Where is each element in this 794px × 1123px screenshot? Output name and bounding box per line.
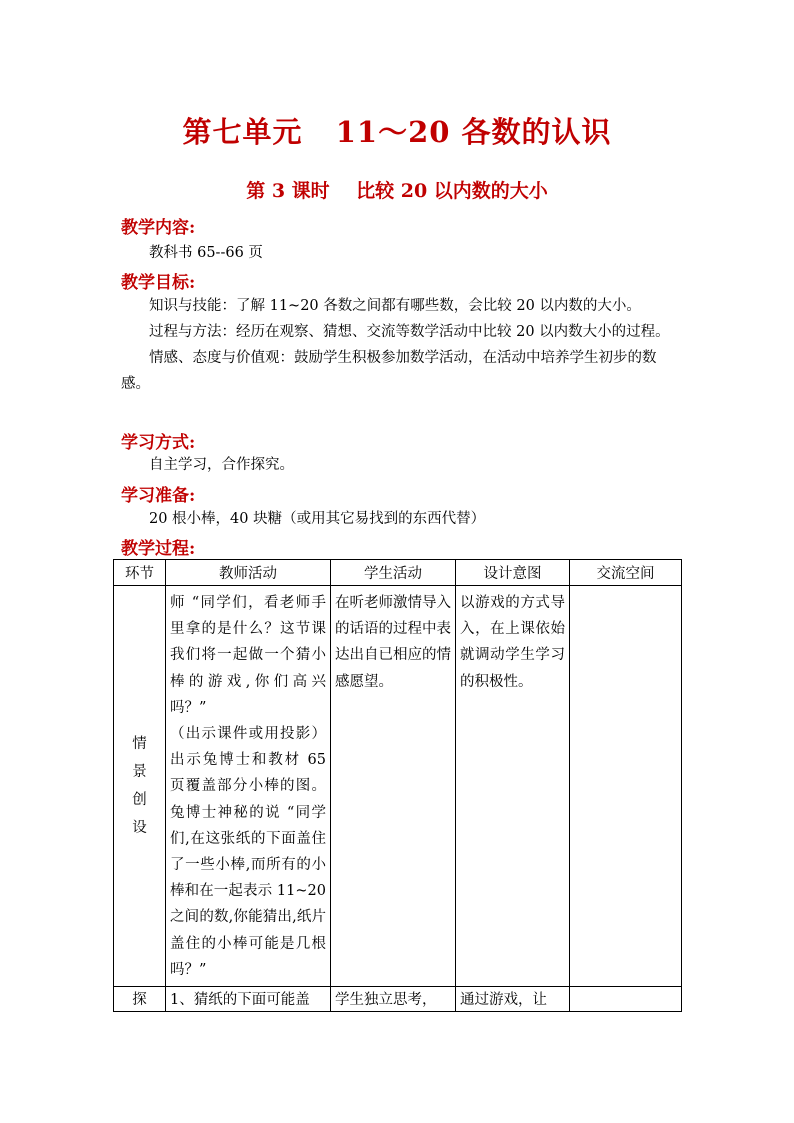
- student-activity: 在听老师激情导入的话语的过程中表达出自已相应的情感愿望。: [335, 595, 451, 690]
- content-text: 教科书 65--66 页: [149, 245, 263, 261]
- goals-list: [121, 293, 677, 397]
- prep-text-block: [121, 506, 677, 532]
- stage-cell: [114, 987, 166, 1012]
- student-cell: [331, 987, 456, 1012]
- stage-label: 情景创设: [132, 736, 147, 836]
- method-heading: 学习方式:: [121, 433, 196, 453]
- header-teacher: 教师活动: [166, 560, 331, 586]
- method-text-block: [121, 452, 677, 478]
- stage-cell: [114, 586, 166, 987]
- goal-process: 过程与方法：经历在观察、猜想、交流等数学活动中比较 20 以内数大小的过程。: [149, 324, 670, 340]
- table-row: [114, 987, 682, 1012]
- exchange-space: [574, 987, 677, 1011]
- content-text-block: [121, 240, 677, 266]
- teacher-activity: 1、猜纸的下面可能盖: [170, 992, 310, 1008]
- space-cell: [570, 987, 682, 1012]
- table-header-row: [114, 560, 682, 586]
- prep-text: 20 根小棒，40 块糖（或用其它易找到的东西代替）: [149, 511, 486, 527]
- teacher-cell: [166, 586, 331, 987]
- table-row: [114, 586, 682, 987]
- goal-attitude: 情感、态度与价值观：鼓励学生积极参加数学活动，在活动中培养学生初步的数感。: [121, 350, 657, 392]
- goals-heading: 教学目标:: [121, 273, 196, 293]
- goal-knowledge: 知识与技能：了解 11~20 各数之间都有哪些数，会比较 20 以内数的大小。: [149, 298, 641, 314]
- lesson-plan-table: [113, 559, 682, 1012]
- stage-label: 探: [132, 992, 147, 1008]
- prep-heading: 学习准备:: [121, 486, 196, 506]
- header-student: 学生活动: [331, 560, 456, 586]
- student-cell: [331, 586, 456, 987]
- design-intent: 通过游戏，让: [460, 992, 547, 1008]
- page-title: 第七单元 11～20 各数的认识: [182, 115, 612, 149]
- method-text: 自主学习，合作探究。: [149, 457, 294, 473]
- content-heading: 教学内容:: [121, 218, 196, 238]
- intent-cell: [456, 987, 570, 1012]
- header-space: 交流空间: [570, 560, 682, 586]
- teacher-cell: [166, 987, 331, 1012]
- lesson-subtitle: 第 3 课时 比较 20 以内数的大小: [246, 180, 548, 202]
- process-heading: 教学过程:: [121, 539, 196, 559]
- header-stage: 环节: [114, 560, 166, 586]
- space-cell: [570, 586, 682, 987]
- header-intent: 设计意图: [456, 560, 570, 586]
- design-intent: 以游戏的方式导入，在上课依始就调动学生学习的积极性。: [460, 595, 565, 690]
- teacher-activity: 师 “同学们，看老师手里拿的是什么？这节课我们将一起做一个猜小棒的游戏,你们高兴吗？” （出示课件或用投影）出示兔博士和教材 65 页覆盖部分小棒的图。兔博士神秘的说 “同学们,在这张纸的下面盖住了一些小棒,而所有的小棒和在一起表示 11~20 之间的数,你能猜出,纸片盖住的小棒可能是几根吗？”: [170, 595, 326, 978]
- intent-cell: [456, 586, 570, 987]
- student-activity: 学生独立思考，: [335, 992, 437, 1008]
